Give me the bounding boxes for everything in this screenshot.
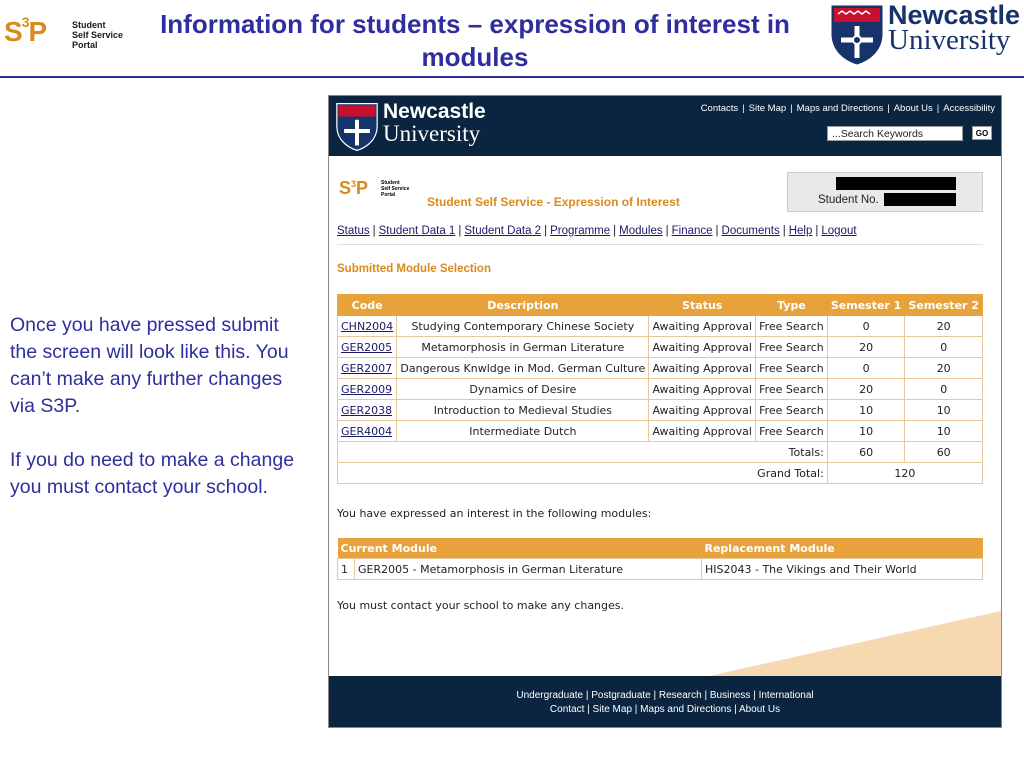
table-row — [338, 559, 983, 580]
module-description: Metamorphosis in German Literature — [397, 337, 649, 358]
university-name-line2: University — [888, 24, 1011, 56]
table-header-row — [338, 295, 983, 316]
module-type: Free Search — [756, 379, 828, 400]
footer-link-about-us[interactable]: About Us — [738, 704, 781, 715]
nav-logout[interactable]: Logout — [821, 225, 857, 237]
side-paragraph: If you do need to make a change you must contact your school. — [10, 449, 295, 498]
top-link-site-map[interactable]: Site Map — [748, 103, 787, 114]
footer-link-contact[interactable]: Contact — [549, 704, 585, 715]
module-semester-2: 10 — [905, 421, 983, 442]
nav-help[interactable]: Help — [788, 225, 813, 237]
table-row — [338, 400, 983, 421]
module-type: Free Search — [756, 358, 828, 379]
portal-nav: Status | Student Data 1 | Student Data 2 | Programme | Modules | Finance | Documents | Help | Logout — [337, 225, 857, 237]
module-code-link[interactable]: GER2038 — [341, 403, 393, 417]
s3p-logo — [4, 13, 134, 56]
footer-link-postgraduate[interactable]: Postgraduate — [591, 690, 651, 701]
university-name-line1: Newcastle — [888, 0, 1021, 30]
nav-student-data-2[interactable]: Student Data 2 — [464, 225, 542, 237]
s3p-mark: $S^3P$ — [4, 13, 47, 47]
module-semester-1: 20 — [827, 337, 905, 358]
top-link-accessibility[interactable]: Accessibility — [943, 103, 995, 114]
interest-message: You have expressed an interest in the following modules: — [337, 507, 652, 520]
module-code-link[interactable]: GER2009 — [341, 382, 393, 396]
title-divider — [0, 76, 1024, 78]
col-header-semester-1: Semester 1 — [827, 295, 905, 316]
module-description: Introduction to Medieval Studies — [397, 400, 649, 421]
module-semester-2: 0 — [905, 337, 983, 358]
top-link-contacts[interactable]: Contacts — [700, 103, 739, 114]
modules-table — [337, 294, 983, 484]
totals-row — [338, 442, 983, 463]
module-status: Awaiting Approval — [649, 316, 756, 337]
totals-semester-1: 60 — [827, 442, 905, 463]
module-semester-1: 0 — [827, 358, 905, 379]
student-info-box — [787, 172, 983, 212]
table-row — [338, 421, 983, 442]
top-links: Contacts | Site Map | Maps and Directions | About Us | Accessibility — [700, 103, 995, 114]
totals-label: Totals: — [338, 442, 828, 463]
s3p-mark: $S^3P$ — [339, 178, 369, 198]
module-semester-2: 20 — [905, 358, 983, 379]
nav-student-data-1[interactable]: Student Data 1 — [378, 225, 456, 237]
footer-link-site-map[interactable]: Site Map — [592, 704, 633, 715]
nav-divider — [337, 244, 983, 245]
side-paragraph: Once you have pressed submit the screen will look like this. You can’t make any further changes via S3P. — [10, 314, 289, 417]
module-semester-1: 10 — [827, 400, 905, 421]
top-link-about[interactable]: About Us — [893, 103, 933, 114]
col-header-replacement-module: Replacement Module — [702, 538, 983, 559]
module-status: Awaiting Approval — [649, 379, 756, 400]
module-status: Awaiting Approval — [649, 358, 756, 379]
module-type: Free Search — [756, 316, 828, 337]
replacement-module: HIS2043 - The Vikings and Their World — [702, 559, 983, 580]
grand-total-label: Grand Total: — [338, 463, 828, 484]
table-header-row — [338, 538, 983, 559]
header-name-line2: University — [383, 121, 481, 146]
redacted-student-no — [884, 193, 956, 206]
module-type: Free Search — [756, 400, 828, 421]
s3p-logo-subtitle: Student Self Service Portal — [72, 20, 124, 50]
module-semester-2: 10 — [905, 400, 983, 421]
redacted-name — [836, 177, 956, 190]
newcastle-university-logo — [828, 2, 1024, 66]
nav-documents[interactable]: Documents — [721, 225, 780, 237]
module-code-link[interactable]: GER2005 — [341, 340, 393, 354]
s3p-portal-logo — [339, 178, 410, 199]
module-semester-1: 20 — [827, 379, 905, 400]
nav-modules[interactable]: Modules — [619, 225, 663, 237]
module-semester-2: 0 — [905, 379, 983, 400]
col-header-code: Code — [338, 295, 397, 316]
s3p-logo-subtitle: Student Self Service Portal — [381, 180, 410, 198]
col-header-type: Type — [756, 295, 828, 316]
module-type: Free Search — [756, 337, 828, 358]
module-semester-1: 0 — [827, 316, 905, 337]
site-header — [329, 96, 1001, 156]
col-header-semester-2: Semester 2 — [905, 295, 983, 316]
footer-links-row-1: Undergraduate | Postgraduate | Research | Business | International — [516, 690, 814, 701]
nav-programme[interactable]: Programme — [550, 225, 611, 237]
module-semester-1: 10 — [827, 421, 905, 442]
footer-link-international[interactable]: International — [758, 690, 814, 701]
university-shield-icon — [335, 102, 379, 152]
current-module: GER2005 - Metamorphosis in German Literature — [355, 559, 702, 580]
footer-link-business[interactable]: Business — [709, 690, 751, 701]
grand-total-row — [338, 463, 983, 484]
col-header-current-module: Current Module — [338, 538, 702, 559]
grand-total-value: 120 — [827, 463, 982, 484]
table-row — [338, 337, 983, 358]
module-description: Studying Contemporary Chinese Society — [397, 316, 649, 337]
footer-link-research[interactable]: Research — [658, 690, 702, 701]
student-no-label: Student No. — [818, 194, 879, 206]
contact-message: You must contact your school to make any changes. — [337, 599, 625, 612]
page-heading: Student Self Service - Expression of Interest — [427, 195, 680, 209]
site-footer — [329, 676, 1001, 728]
module-code-link[interactable]: GER4004 — [341, 424, 393, 438]
module-description: Dynamics of Desire — [397, 379, 649, 400]
module-description: Intermediate Dutch — [397, 421, 649, 442]
footer-link-undergraduate[interactable]: Undergraduate — [516, 690, 584, 701]
module-status: Awaiting Approval — [649, 337, 756, 358]
table-row — [338, 379, 983, 400]
top-link-maps[interactable]: Maps and Directions — [796, 103, 884, 114]
table-row — [338, 316, 983, 337]
footer-links-row-2: Contact | Site Map | Maps and Directions | About Us — [549, 704, 781, 715]
module-status: Awaiting Approval — [649, 421, 756, 442]
module-semester-2: 20 — [905, 316, 983, 337]
header-name-line1: Newcastle — [383, 100, 486, 123]
module-code-link[interactable]: CHN2004 — [341, 319, 394, 333]
section-title: Submitted Module Selection — [337, 263, 491, 275]
module-code-link[interactable]: GER2007 — [341, 361, 393, 375]
nav-status[interactable]: Status — [337, 225, 370, 237]
totals-semester-2: 60 — [905, 442, 983, 463]
university-shield-icon — [830, 4, 884, 66]
replacement-table — [337, 538, 983, 580]
table-row — [338, 358, 983, 379]
module-description: Dangerous Knwldge in Mod. German Culture — [397, 358, 649, 379]
nav-finance[interactable]: Finance — [671, 225, 713, 237]
module-type: Free Search — [756, 421, 828, 442]
search-input[interactable]: ...Search Keywords — [827, 126, 963, 141]
slide-title: Information for students – expression of interest in modules — [160, 9, 790, 72]
col-header-description: Description — [397, 295, 649, 316]
side-instructions — [10, 312, 310, 528]
row-number: 1 — [338, 559, 355, 580]
module-status: Awaiting Approval — [649, 400, 756, 421]
footer-link-maps[interactable]: Maps and Directions — [640, 704, 732, 715]
portal-screenshot — [328, 95, 1002, 728]
search-go-button[interactable]: GO — [972, 126, 992, 140]
col-header-status: Status — [649, 295, 756, 316]
